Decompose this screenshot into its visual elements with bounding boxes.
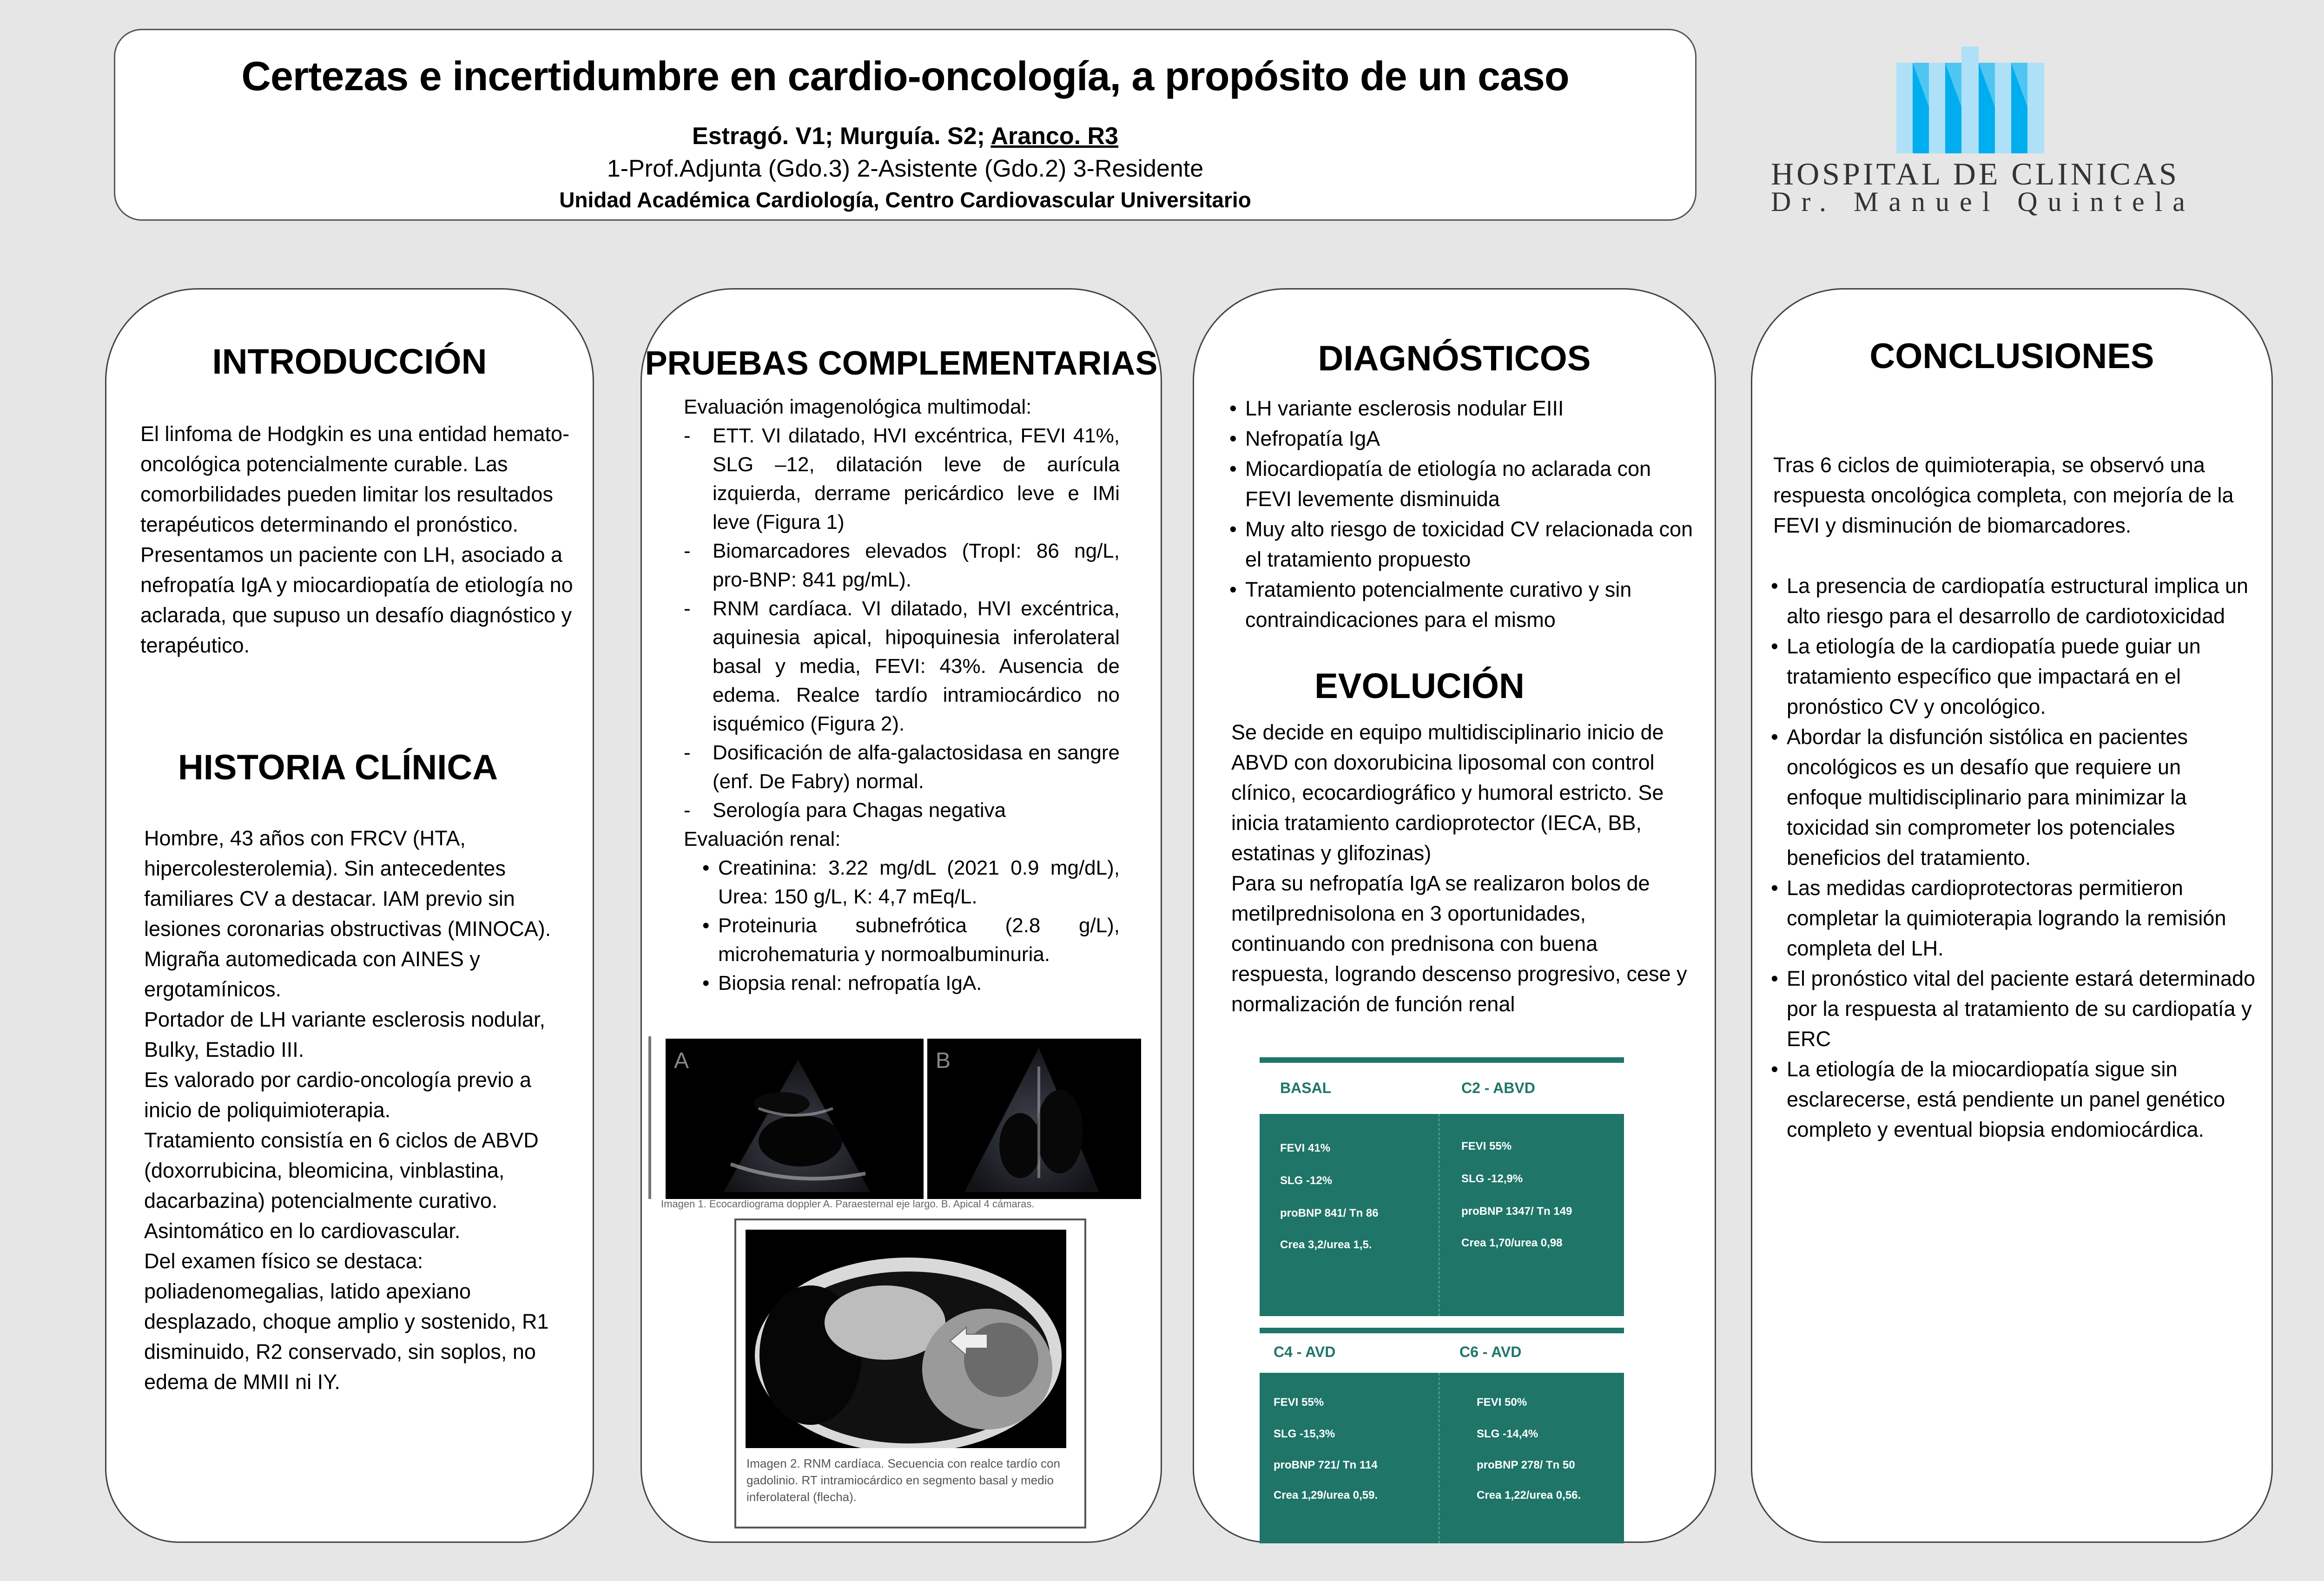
diagnosticos-heading: DIAGNÓSTICOS — [1318, 339, 1591, 378]
table-block-1 — [1260, 1057, 1624, 1316]
renal-list — [684, 854, 1120, 998]
table-block-2 — [1260, 1328, 1624, 1543]
cell: proBNP 841/ Tn 86 — [1280, 1207, 1379, 1219]
column-title-c2: C2 - ABVD — [1461, 1080, 1535, 1096]
historia-paragraph: Hombre, 43 años con FRCV (HTA, hipercolesterolemia). Sin antecedentes familiares CV a destacar. IAM previo sin lesiones coronarias obstructivas (MINOCA). Migraña automedicada con AINES y ergotamínicos. — [144, 826, 551, 1001]
renal-item: • Biopsia renal: nefropatía IgA. — [702, 969, 1120, 998]
conclusion-item: • Las medidas cardioprotectoras permitieron completar la quimioterapia logrando la remisión completa del LH. — [1771, 873, 2259, 963]
introduccion-paragraph: El linfoma de Hodgkin es una entidad hemato-oncológica potencialmente curable. Las comorbilidades pueden limitar los resultados terapéuticos determinando el pronóstico. — [140, 422, 570, 536]
conclusion-item: • La presencia de cardiopatía estructural implica un alto riesgo para el desarrollo de cardiotoxicidad — [1771, 571, 2259, 631]
title-banner — [114, 29, 1697, 221]
table-top-bar — [1260, 1328, 1624, 1333]
diagnostico-item: • Miocardiopatía de etiología no aclarada con FEVI levemente disminuida — [1229, 454, 1699, 514]
renal-item: • Creatinina: 3.22 mg/dL (2021 0.9 mg/dL), Urea: 150 g/L, K: 4,7 mEq/L. — [702, 854, 1120, 911]
institution-unit: Unidad Académica Cardiología, Centro Cardiovascular Universitario — [559, 188, 1251, 212]
echo-label-a: A — [674, 1048, 689, 1073]
conclusion-item: • Abordar la disfunción sistólica en pacientes oncológicos es un desafío que requiere un enfoque multidisciplinario para minimizar la toxicidad sin comprometer los potenciales beneficios del tratamiento. — [1771, 722, 2259, 873]
hospital-logo — [1762, 37, 2199, 217]
imaging-item: - Biomarcadores elevados (TropI: 86 ng/L, pro-BNP: 841 pg/mL). — [684, 537, 1120, 594]
conclusion-item: • El pronóstico vital del paciente estará determinado por la respuesta al tratamiento de su cardiopatía y ERC — [1771, 963, 2259, 1054]
imaging-label: Evaluación imagenológica multimodal: — [684, 395, 1032, 418]
cell: Crea 1,70/urea 0,98 — [1461, 1237, 1563, 1249]
historia-paragraph: Tratamiento consistía en 6 ciclos de ABVD (doxorrubicina, bleomicina, vinblastina, dacarbazina) potencialmente curativo. — [144, 1128, 539, 1212]
figure-mri — [734, 1219, 1086, 1528]
column-title-c6: C6 - AVD — [1459, 1344, 1522, 1360]
logo-text-line1: HOSPITAL DE CLINICAS — [1771, 156, 2179, 191]
imaging-list — [684, 422, 1120, 825]
pruebas-heading: PRUEBAS COMPLEMENTARIAS — [645, 345, 1158, 382]
cell: Crea 3,2/urea 1,5. — [1280, 1238, 1372, 1251]
evolution-table — [1260, 1057, 1624, 1543]
table-header-row — [1260, 1063, 1624, 1114]
diagnostico-item: • Nefropatía IgA — [1229, 423, 1699, 454]
evolucion-paragraph: Se decide en equipo multidisciplinario inicio de ABVD con doxorubicina liposomal con control clínico, ecocardiográfico y humoral estricto. Se inicia tratamiento cardioprotector (IECA, BB, estatinas y glifozinas) — [1231, 720, 1664, 865]
imaging-item: - RNM cardíaca. VI dilatado, HVI excéntrica, aquinesia apical, hipoquinesia inferolateral basal y media, FEVI: 43%. Ausencia de edema. Realce tardío intramiocárdico no isquémico (Figura 2). — [684, 594, 1120, 738]
column-title-c4: C4 - AVD — [1274, 1344, 1336, 1360]
historia-paragraph: Es valorado por cardio-oncología previo a inicio de poliquimioterapia. — [144, 1068, 531, 1122]
cell: Crea 1,22/urea 0,56. — [1477, 1489, 1581, 1502]
diagnostico-item: • LH variante esclerosis nodular EIII — [1229, 393, 1699, 423]
conclusiones-heading: CONCLUSIONES — [1869, 336, 2154, 376]
table-body — [1260, 1373, 1624, 1543]
historia-paragraph: Portador de LH variante esclerosis nodular, Bulky, Estadio III. — [144, 1008, 545, 1061]
conclusiones-intro: Tras 6 ciclos de quimioterapia, se observó una respuesta oncológica completa, con mejoría de la FEVI y disminución de biomarcadores. — [1773, 453, 2234, 537]
figure-echocardiogram — [648, 1027, 1143, 1213]
imaging-item: - Dosificación de alfa-galactosidasa en sangre (enf. De Fabry) normal. — [684, 738, 1120, 796]
cell: proBNP 721/ Tn 114 — [1274, 1459, 1378, 1471]
evolucion-heading: EVOLUCIÓN — [1314, 666, 1525, 706]
authors — [115, 122, 1695, 150]
diagnostico-item: • Tratamiento potencialmente curativo y sin contraindicaciones para el mismo — [1229, 574, 1699, 635]
authors-list: Estragó. V1; Murguía. S2; — [692, 123, 991, 150]
imaging-item: - ETT. VI dilatado, HVI excéntrica, FEVI 41%, SLG –12, dilatación leve de aurícula izquierda, derrame pericárdico leve e IMi leve (Figura 1) — [684, 422, 1120, 537]
cell: FEVI 55% — [1461, 1140, 1512, 1153]
echo-label-b: B — [936, 1048, 951, 1073]
conclusion-item: • La etiología de la miocardiopatía sigue sin esclarecerse, está pendiente un panel genético completo y eventual biopsia endomiocárdica. — [1771, 1054, 2259, 1145]
conclusiones-list — [1771, 571, 2259, 1145]
panel-introduccion-historia — [105, 288, 594, 1543]
cell: SLG -14,4% — [1477, 1428, 1538, 1440]
introduccion-heading: INTRODUCCIÓN — [212, 342, 487, 382]
cell: proBNP 1347/ Tn 149 — [1461, 1205, 1572, 1218]
historia-heading: HISTORIA CLÍNICA — [178, 748, 498, 787]
cell: SLG -12,9% — [1461, 1173, 1523, 1185]
introduccion-text — [140, 419, 587, 660]
imaging-item: - Serología para Chagas negativa — [684, 796, 1120, 825]
table-header-row — [1260, 1333, 1624, 1373]
historia-paragraph: Asintomático en lo cardiovascular. — [144, 1219, 461, 1243]
logo-text-line2: Dr. Manuel Quintela — [1771, 186, 2195, 217]
cell: SLG -15,3% — [1274, 1428, 1335, 1440]
evolucion-text — [1231, 717, 1701, 1019]
conclusiones-list-wrap — [1771, 571, 2259, 1145]
cell: FEVI 41% — [1280, 1142, 1331, 1154]
pruebas-text — [684, 393, 1120, 998]
cell: FEVI 50% — [1477, 1396, 1527, 1409]
table-body — [1260, 1114, 1624, 1316]
echo-parasternal-image — [666, 1039, 924, 1199]
poster-title: Certezas e incertidumbre en cardio-oncología, a propósito de un caso — [241, 53, 1569, 99]
echo-image-a — [666, 1039, 924, 1199]
evolucion-paragraph: Para su nefropatía IgA se realizaron bolos de metilprednisolona en 3 oportunidades, continuando con prednisona con buena respuesta, logrando descenso progresivo, cese y normalización de función renal — [1231, 871, 1687, 1016]
column-title-basal: BASAL — [1280, 1080, 1332, 1096]
table-top-bar — [1260, 1057, 1624, 1063]
renal-item: • Proteinuria subnefrótica (2.8 g/L), microhematuria y normoalbuminuria. — [702, 911, 1120, 969]
diagnosticos-list-wrap — [1229, 393, 1699, 635]
presenting-author: Aranco. R3 — [990, 123, 1118, 150]
renal-label: Evaluación renal: — [684, 828, 841, 850]
figure2-caption: Imagen 2. RNM cardíaca. Secuencia con realce tardío con gadolinio. RT intramiocárdico en segmento basal y medio inferolateral (flecha). — [746, 1456, 1060, 1504]
panel-conclusiones — [1751, 288, 2273, 1543]
cell: proBNP 278/ Tn 50 — [1477, 1459, 1575, 1471]
conclusion-item: • La etiología de la cardiopatía puede guiar un tratamiento específico que impactará en el pronóstico CV y oncológico. — [1771, 631, 2259, 722]
historia-paragraph: Del examen físico se destaca: poliadenomegalias, latido apexiano desplazado, choque amplio y sostenido, R1 disminuido, R2 conservado, sin soplos, no edema de MMII ni IY. — [144, 1249, 549, 1394]
introduccion-paragraph: Presentamos un paciente con LH, asociado a nefropatía IgA y miocardiopatía de etiología no aclarada, que supuso un desafío diagnóstico y terapéutico. — [140, 543, 573, 657]
figure1-caption: Imagen 1. Ecocardiograma doppler A. Paraesternal eje largo. B. Apical 4 cámaras. — [661, 1198, 1035, 1210]
hospital-logo-icon — [1896, 46, 2045, 153]
mri-scan-image — [746, 1230, 1066, 1448]
figure-divider — [648, 1036, 651, 1199]
echo-image-b — [927, 1039, 1141, 1199]
diagnostico-item: • Muy alto riesgo de toxicidad CV relacionada con el tratamiento propuesto — [1229, 514, 1699, 574]
echo-apical-image — [927, 1039, 1141, 1199]
author-roles: 1-Prof.Adjunta (Gdo.3) 2-Asistente (Gdo.2) 3-Residente — [607, 155, 1204, 182]
table-gap — [1260, 1316, 1624, 1328]
diagnosticos-list — [1229, 393, 1699, 635]
cell: FEVI 55% — [1274, 1396, 1324, 1409]
cell: SLG -12% — [1280, 1174, 1333, 1187]
historia-text — [144, 823, 562, 1397]
cell: Crea 1,29/urea 0,59. — [1274, 1489, 1378, 1502]
mri-image — [746, 1230, 1066, 1448]
